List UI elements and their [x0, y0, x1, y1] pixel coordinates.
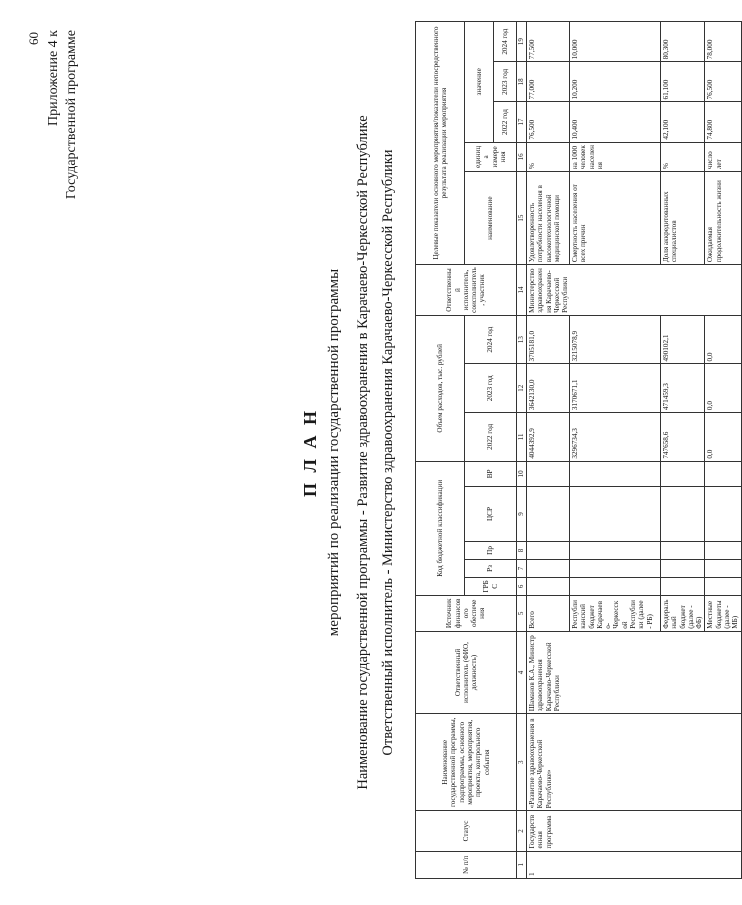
header-indicator: наименование	[465, 172, 517, 265]
row-val-2024: 77,500	[527, 22, 570, 62]
cell-rz	[661, 559, 705, 577]
row-exp-2023: 3642130,0	[527, 364, 570, 413]
row-indicator: Смертность населения от всех причин	[570, 172, 661, 265]
row-status: Государственная программа	[527, 811, 742, 851]
row-exp-2023: 471459,3	[661, 364, 705, 413]
plan-table	[415, 21, 742, 879]
cell-pr	[705, 542, 742, 560]
row-exp-2024: 3215078,9	[570, 315, 661, 364]
appendix-line2: Государственной программе	[64, 30, 79, 200]
header-responsible: Ответственный исполнитель (ФИО, должность)	[416, 631, 517, 713]
col-number: 12	[517, 364, 527, 413]
header-exp-2023: 2023 год	[465, 364, 517, 413]
col-number: 13	[517, 315, 527, 364]
row-source: Республиканский бюджет Карачаево-Черкесской Республики (далее - РБ)	[570, 595, 661, 631]
row-unit: на 1000 человек населения	[570, 142, 661, 172]
cell-csr	[570, 487, 661, 542]
cell-csr	[705, 487, 742, 542]
row-exp-2024: 490102,1	[661, 315, 705, 364]
header-csr: ЦСР	[465, 487, 517, 542]
row-source: Местные бюджеты (далее - МБ)	[705, 595, 742, 631]
header-vr: ВР	[465, 461, 517, 486]
cell-csr	[527, 487, 570, 542]
table-row	[527, 22, 570, 879]
plan-title: П Л А Н	[300, 408, 320, 497]
col-number: 15	[517, 172, 527, 265]
col-number: 8	[517, 542, 527, 560]
header-unit: единица измерения	[465, 142, 517, 172]
row-unit: %	[527, 142, 570, 172]
header-status: Статус	[416, 811, 517, 851]
row-val-2024: 80,300	[661, 22, 705, 62]
row-program-name: «Развитие здравоохранения в Карачаево-Черкесской Республике»	[527, 714, 742, 811]
header-expenses: Объем расходов, тыс. рублей	[416, 315, 465, 461]
row-unit: %	[661, 142, 705, 172]
col-number: 5	[517, 595, 527, 631]
header-value: значение	[465, 22, 494, 143]
column-numbers-row	[517, 22, 527, 879]
cell-csr	[661, 487, 705, 542]
row-indicator: Доля аккредитованных специалистов	[661, 172, 705, 265]
cell-vr	[705, 461, 742, 486]
col-number: 10	[517, 461, 527, 486]
col-number: 19	[517, 22, 527, 62]
header-val-2024: 2024 год	[494, 22, 517, 62]
cell-pr	[661, 542, 705, 560]
header-exp-2022: 2022 год	[465, 413, 517, 462]
row-val-2023: 10,200	[570, 62, 661, 102]
col-number: 4	[517, 631, 527, 713]
header-grbs: ГРБС	[465, 577, 517, 595]
row-num: 1	[527, 851, 742, 878]
cell-rz	[527, 559, 570, 577]
row-val-2022: 42,100	[661, 102, 705, 142]
col-number: 14	[517, 265, 527, 316]
cell-vr	[570, 461, 661, 486]
header-exp-2024: 2024 год	[465, 315, 517, 364]
appendix-line1: Приложение 4 к	[46, 30, 61, 126]
row-exp-2022: 747658,6	[661, 413, 705, 462]
row-exp-2022: 0,0	[705, 413, 742, 462]
header-targets: Целевые показатели основного мероприятия/показатели непосредственного результата реализации мероприятия	[416, 22, 465, 265]
row-source: Федеральный бюджет (далее - ФБ)	[661, 595, 705, 631]
row-executor-co: Министерство здравоохранения Карачаево-Черкесской Республики	[527, 265, 742, 316]
cell-grbs	[661, 577, 705, 595]
row-exp-2023: 0,0	[705, 364, 742, 413]
row-exp-2023: 3170671,1	[570, 364, 661, 413]
cell-grbs	[570, 577, 661, 595]
col-number: 9	[517, 487, 527, 542]
page-number: 60	[26, 32, 41, 45]
header-val-2023: 2023 год	[494, 62, 517, 102]
cell-pr	[527, 542, 570, 560]
header-source: Источник финансового обеспечения	[416, 595, 517, 631]
row-exp-2024: 0,0	[705, 315, 742, 364]
program-name: Наименование государственной программы - Развитие здравоохранения в Карачаево-Черкесской Республике	[355, 115, 371, 790]
cell-pr	[570, 542, 661, 560]
header-budget-code: Код бюджетной классификации	[416, 461, 465, 595]
header-pr: Пр	[465, 542, 517, 560]
row-unit: число лет	[705, 142, 742, 172]
row-exp-2022: 3296734,3	[570, 413, 661, 462]
row-indicator: Удовлетворенность потребности населения в высокотехнологичной медицинской помощи	[527, 172, 570, 265]
responsible-executor: Ответственный исполнитель - Министерство здравоохранения Карачаево-Черкесской Республики	[380, 149, 396, 756]
row-val-2024: 78,000	[705, 22, 742, 62]
row-val-2022: 74,800	[705, 102, 742, 142]
header-num: № п/п	[416, 851, 517, 878]
row-val-2023: 76,500	[705, 62, 742, 102]
cell-rz	[570, 559, 661, 577]
header-name: Наименование государственной программы, подпрограммы, основного мероприятия, мероприятия, проекта, контрольного события	[416, 714, 517, 811]
col-number: 11	[517, 413, 527, 462]
col-number: 3	[517, 714, 527, 811]
row-responsible: Шаманов К.А., Министр здравоохранения Карачаево-Черкесской Республики	[527, 631, 742, 713]
row-source: Всего	[527, 595, 570, 631]
col-number: 17	[517, 102, 527, 142]
cell-vr	[527, 461, 570, 486]
cell-grbs	[705, 577, 742, 595]
row-val-2022: 76,500	[527, 102, 570, 142]
header-executor-co: Ответственный исполнитель, соисполнитель, участник	[416, 265, 517, 316]
col-number: 16	[517, 142, 527, 172]
col-number: 2	[517, 811, 527, 851]
col-number: 1	[517, 851, 527, 878]
header-val-2022: 2022 год	[494, 102, 517, 142]
cell-rz	[705, 559, 742, 577]
row-val-2024: 10,000	[570, 22, 661, 62]
row-val-2023: 77,000	[527, 62, 570, 102]
row-val-2022: 10,400	[570, 102, 661, 142]
col-number: 6	[517, 577, 527, 595]
plan-subtitle: мероприятий по реализации государственной программы	[326, 268, 342, 637]
cell-vr	[661, 461, 705, 486]
row-val-2023: 61,100	[661, 62, 705, 102]
row-exp-2022: 4044392,9	[527, 413, 570, 462]
row-indicator: Ожидаемая продолжительность жизни	[705, 172, 742, 265]
row-exp-2024: 3705181,0	[527, 315, 570, 364]
header-rz: Рз	[465, 559, 517, 577]
col-number: 7	[517, 559, 527, 577]
col-number: 18	[517, 62, 527, 102]
cell-grbs	[527, 577, 570, 595]
